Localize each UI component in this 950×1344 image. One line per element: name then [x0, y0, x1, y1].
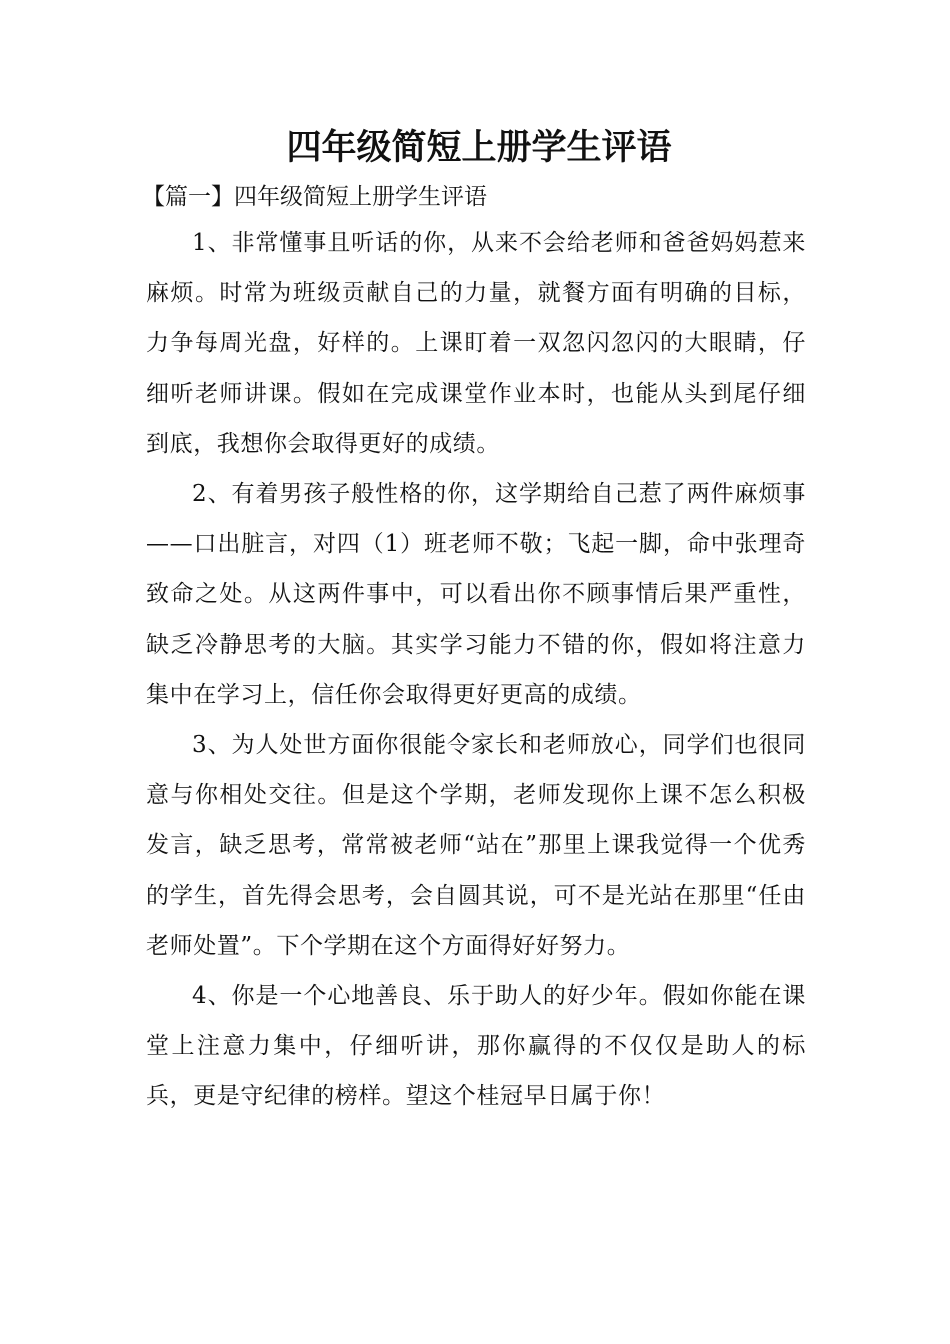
document-page: [142, 118, 806, 1122]
comment-paragraph-1: 1、非常懂事且听话的你，从来不会给老师和爸爸妈妈惹来麻烦。时常为班级贡献自己的力量，就餐方面有明确的目标，力争每周光盘，好样的。上课盯着一双忽闪忽闪的大眼睛，仔细听老师讲课。假如在完成课堂作业本时，也能从头到尾仔细到底，我想你会取得更好的成绩。: [146, 230, 806, 457]
comment-paragraph-3: 3、为人处世方面你很能令家长和老师放心，同学们也很同意与你相处交往。但是这个学期，老师发现你上课不怎么积极发言，缺乏思考，常常被老师“站在”那里上课我觉得一个优秀的学生，首先得会思考，会自圆其说，可不是光站在那里“任由老师处置”。下个学期在这个方面得好好努力。: [146, 732, 806, 959]
comment-paragraph-4: 4、你是一个心地善良、乐于助人的好少年。假如你能在课堂上注意力集中，仔细听讲，那你赢得的不仅仅是助人的标兵，更是守纪律的榜样。望这个桂冠早日属于你！: [146, 983, 806, 1110]
section-heading: 【篇一】四年级简短上册学生评语: [142, 184, 487, 210]
comment-paragraph-2: 2、有着男孩子般性格的你，这学期给自己惹了两件麻烦事——口出脏言，对四（1）班老师不敬；飞起一脚，命中张理奇致命之处。从这两件事中，可以看出你不顾事情后果严重性，缺乏冷静思考的大脑。其实学习能力不错的你，假如将注意力集中在学习上，信任你会取得更好更高的成绩。: [146, 481, 806, 708]
document-title: 四年级简短上册学生评语: [286, 128, 672, 168]
